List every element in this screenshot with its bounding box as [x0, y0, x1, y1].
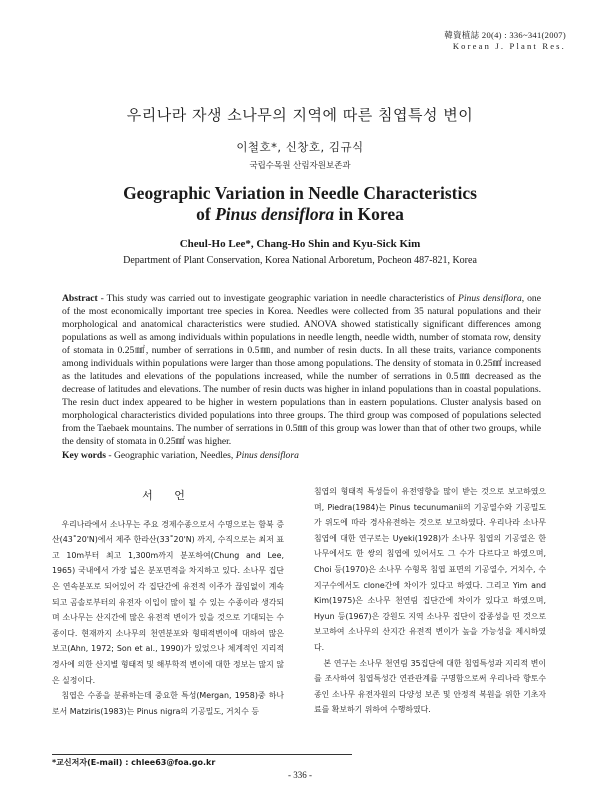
right-column	[314, 484, 546, 718]
abstract-text-1: - This study was carried out to investigate geographic variation in needle characteristics of	[97, 293, 459, 304]
english-title-line2	[0, 204, 600, 225]
title-species: Pinus densiflora	[215, 204, 335, 224]
footnote-divider	[52, 754, 352, 755]
intro-paragraph-1: 우리나라에서 소나무는 주요 경제수종으로서 수명으로는 함북 증산(43˚20'N)에서 제주 한라산(33˚20'N) 까지, 수직으로는 최저 표고 10m부터 최고 1,300m까지 분포하여(Chung and Lee, 1965) 국내에서 가장 넓은 분포면적을 차지하고 있다. 소나무 집단은 연속분포로 되어있어 각 집단간에 유전적 이주가 끊임없이 계속되고 곰솔로부터의 유전자 이입이 많이 될 수 있는 수종이라 생각되며 소나무는 산지간에 많은 유전적 변이가 있을 것으로 기대되는 수종이다. 현재까지 소나무의 천연분포와 형태적변이에 대하여 많은 보고(Ahn, 1972; Son et al., 1990)가 있었으나 체계적인 지리적 경사에 의한 산지별 형태적 및 해부학적 변이에 대한 정보는 많지 않은 실정이다.	[52, 519, 284, 685]
title-suffix: in Korea	[334, 204, 404, 224]
abstract-species: Pinus densiflora	[458, 293, 522, 304]
keywords	[62, 450, 541, 461]
journal-volume: 韓資植誌 20(4) : 336~341(2007)	[444, 30, 566, 40]
journal-name: Korean J. Plant Res.	[452, 41, 566, 51]
abstract	[62, 292, 541, 448]
english-affiliation: Department of Plant Conservation, Korea National Arboretum, Pocheon 487-821, Korea	[123, 255, 477, 266]
keywords-label: Key words	[62, 450, 106, 461]
keywords-text: - Geographic variation, Needles,	[105, 450, 236, 461]
korean-authors: 이철호*, 신창호, 김규식	[236, 140, 364, 154]
abstract-label: Abstract	[62, 293, 98, 304]
journal-citation	[444, 30, 566, 52]
title-prefix: of	[196, 204, 216, 224]
english-title	[0, 183, 600, 225]
intro-paragraph-4: 본 연구는 소나무 천연림 35집단에 대한 침엽특성과 지리적 변이를 조사하여 침엽특성간 연관관계를 구명함으로써 우리나라 향토수종인 소나무 유전자원의 다양성 보존 및 안정적 복원을 위한 기초자료를 확보하기 위하여 수행하였다.	[314, 658, 546, 715]
page-number: - 336 -	[288, 770, 312, 780]
keywords-species: Pinus densiflora	[235, 450, 299, 461]
korean-affiliation: 국립수목원 산림자원보존과	[249, 161, 351, 171]
abstract-text-2: , one of the most economically important tree species in Korea. Needles were collected from 35 natural populations and their morphological and anatomical characteristics were studied. ANOVA showed statistically significant differences among populations as well as among individuals within populations in needle length, needle width, number of stomata row, density of stomata in 0.25㎟, number of serrations in 0.5㎜, and number of resin ducts. In all these traits, variance components among individuals within populations were larger than those among populations. The density of stomata in 0.25㎟ increased as the latitudes and elevations of the populations increased, while the number of serrations in 0.5㎜ decreased as the decrease of latitudes and elevations. The number of resin ducts was higher in inland populations than in coastal populations. The resin duct index appeared to be higher in western populations than in eastern populations. Cluster analysis based on morphological characteristics divided populations into three groups. The third group was composed of populations selected from the Taebaek mountains. The number of serrations in 0.5㎜ of this group was lower than that of other two groups, while the density of stomata in 0.25㎟ was higher.	[62, 293, 541, 447]
english-title-line1: Geographic Variation in Needle Characteristics	[123, 183, 477, 203]
left-column	[52, 488, 284, 719]
english-authors: Cheul-Ho Lee*, Chang-Ho Shin and Kyu-Sick Kim	[179, 238, 421, 250]
intro-paragraph-3: 침엽의 형태적 특성들이 유전영향을 많이 받는 것으로 보고하였으며, Piedra(1984)는 Pinus tecunumanii의 기공열수와 기공밀도가 위도에 따라 경사유전하는 것으로 보고하였다. 우리나라 소나무 침엽에 대한 연구로는 Uyeki(1928)가 소나무 침엽의 기공열은 한 나무에서도 한 쌍의 침엽에 있어서도 그 수가 다르다고 하였으며, Choi 등(1970)은 소나무 수형목 침엽 표면의 기공열수, 거치수, 수지구수에서도 clone간에 차이가 있다고 하였다. 그리고 Yim and Kim(1975)은 소나무 천연림 집단간에 차이가 있다고 하였으며, Hyun 등(1967)은 강원도 지역 소나무 집단이 잡종성을 띤 것으로 보고하여 소나무의 산지간 유전적 변이가 높을 가능성을 제시하였다.	[314, 487, 546, 652]
corresponding-author-footnote: *교신저자(E-mail) : chlee63@foa.go.kr	[52, 758, 216, 767]
intro-paragraph-2: 침엽은 수종을 분류하는데 중요한 특성(Mergan, 1958)중 하나로서 Matziris(1983)는 Pinus nigra의 기공밀도, 거치수 등	[52, 691, 284, 716]
korean-title: 우리나라 자생 소나무의 지역에 따른 침엽특성 변이	[126, 106, 474, 124]
section-heading: 서 언	[142, 489, 194, 502]
